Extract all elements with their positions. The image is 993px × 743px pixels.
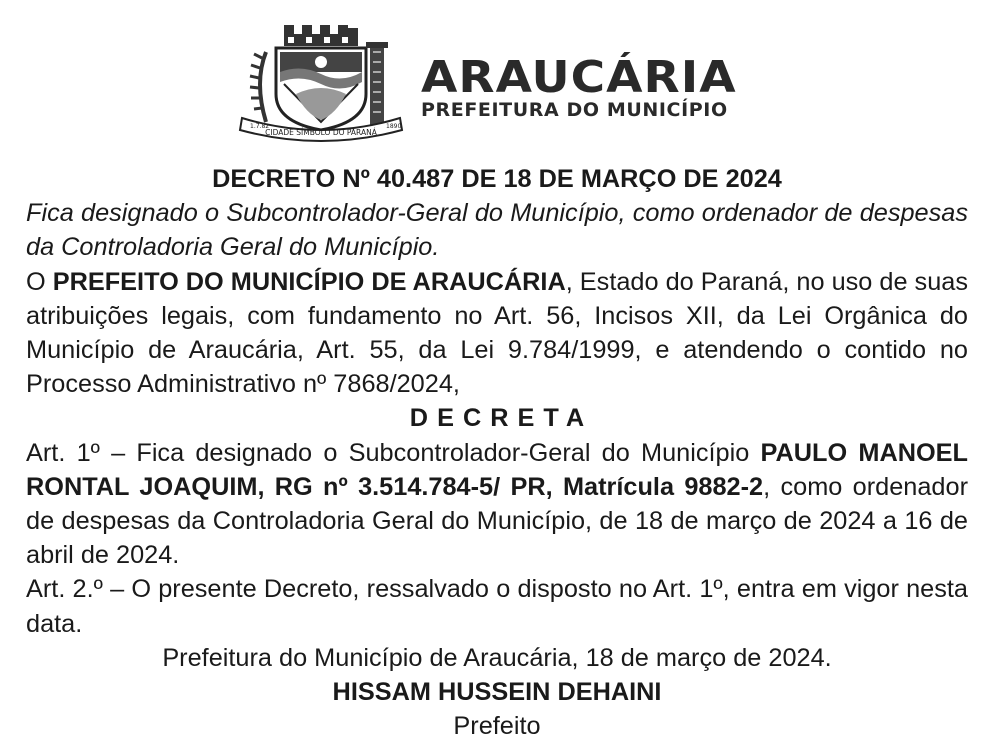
signer-role: Prefeito <box>453 712 541 741</box>
preamble-text-end: , Estado do Paraná, no uso de suas atribuições legais, com fundamento no Art. 56, Incisos XII, da Lei Orgânica do Município de Araucária, Art. 55, da Lei 9.784/1999, e atendendo o contido no Processo Administrativo nº 7868/2024, <box>26 267 968 399</box>
document-page <box>26 0 968 743</box>
coat-of-arms-icon <box>236 22 406 144</box>
signer-name: HISSAM HUSSEIN DEHAINI <box>332 678 662 707</box>
place-date: Prefeitura do Município de Araucária, 18 de março de 2024. <box>162 643 832 672</box>
brand-block <box>421 52 737 121</box>
decree-preamble <box>26 265 968 402</box>
decree-ementa: Fica designado o Subcontrolador-Geral do Município, como ordenador de despesas da Controladoria Geral do Município. <box>26 199 968 262</box>
article-2: Art. 2.º – O presente Decreto, ressalvado o disposto no Art. 1º, entra em vigor nesta data. <box>26 575 968 638</box>
article-1-text-start: Art. 1º – Fica designado o Subcontrolador-Geral do Município <box>26 438 761 467</box>
article-1-text-end: , como ordenador de despesas da Controladoria Geral do Município, de 18 de março de 2024 a 16 de abril de 2024. <box>26 472 968 570</box>
article-1 <box>26 436 968 573</box>
preamble-text-start: O <box>26 267 53 296</box>
article-1-designee: PAULO MANOEL RONTAL JOAQUIM, RG nº 3.514.784-5/ PR, Matrícula 9882-2 <box>26 438 968 501</box>
crest-year-left: 1.7.82 <box>250 123 270 130</box>
crest-year-right: 1890 <box>386 123 402 130</box>
decreta-heading: DECRETA <box>409 404 594 433</box>
decree-body <box>26 162 968 743</box>
brand-subtitle: PREFEITURA DO MUNICÍPIO <box>421 99 728 121</box>
decree-title: DECRETO Nº 40.487 DE 18 DE MARÇO DE 2024 <box>212 165 782 193</box>
crest-ribbon-text: CIDADE SÍMBOLO DO PARANÁ <box>265 128 377 137</box>
preamble-authority: PREFEITO DO MUNICÍPIO DE ARAUCÁRIA <box>52 267 566 296</box>
letterhead <box>26 0 968 150</box>
brand-name: ARAUCÁRIA <box>421 52 737 103</box>
